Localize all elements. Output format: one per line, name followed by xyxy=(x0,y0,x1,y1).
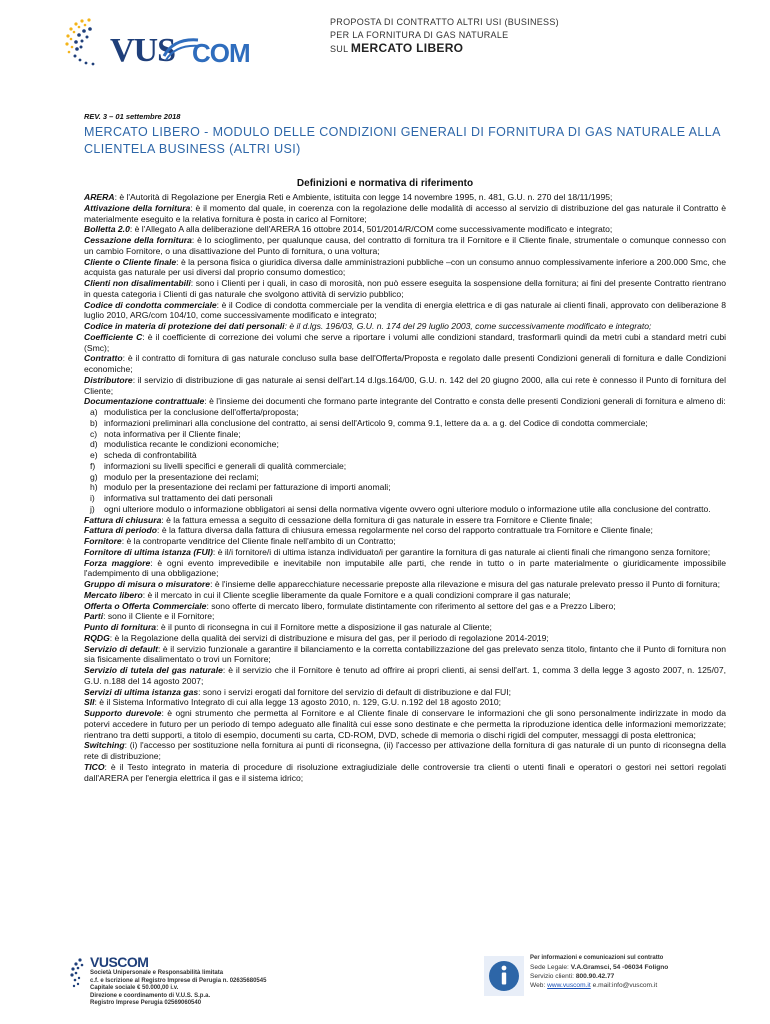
definition-item xyxy=(84,321,726,332)
footer-contact-title: Per informazioni e comunicazioni sul contratto xyxy=(530,955,664,961)
list-letter: b) xyxy=(90,417,98,428)
definition-item xyxy=(84,396,726,407)
definition-item xyxy=(84,536,726,547)
web-label: Web: xyxy=(530,982,546,989)
definition-item xyxy=(84,278,726,300)
definition-text: : è il/i fornitore/i di ultima istanza individuato/i per garantire la fornitura di gas naturale ai clienti finali che rimangono senza fornitore; xyxy=(212,546,711,557)
definition-term: Contratto xyxy=(84,353,123,364)
definition-item xyxy=(84,687,726,698)
definition-term: Punto di fornitura xyxy=(84,622,157,632)
definition-text: : è l'insieme dei documenti che formano parte integrante del Contratto e consta delle presenti Condizioni generali di fornitura e almeno di: xyxy=(204,396,726,407)
servizio-value: 800.90.42.77 xyxy=(575,973,615,980)
list-text: modulo per la presentazione dei reclami per fatturazione di importi anomali; xyxy=(104,482,391,493)
definition-text: : è la persona fisica o giuridica diversa dalle amministrazioni pubbliche –con un consumo annuo complessivamente inferiore a 200.000 Smc, che acquista gas naturale per usi diversi dal proprio consumo domestico; xyxy=(84,256,726,278)
list-letter: j) xyxy=(90,503,95,514)
definition-item xyxy=(84,515,726,526)
footer-contact-info xyxy=(484,954,734,1004)
definition-text: : è il Testo integrato in materia di procedure di risoluzione extragiudiziale delle controversie tra clienti o utenti finali e operatori o gestori nei settori regolati dall'ARERA per l'energia elettrica il gas e il sistema idrico; xyxy=(84,761,726,783)
footer-company-line: Direzione e coordinamento di V.U.S. S.p.a. xyxy=(90,992,211,999)
definition-item xyxy=(84,257,726,279)
logo-vus-text: VUS xyxy=(110,32,176,69)
definition-text: : è l'Autorità di Regolazione per Energia Reti e Ambiente, istituita con legge 14 novembre 1995, n. 481, G.U. n. 270 del 18/11/1995; xyxy=(114,192,613,202)
definition-term: Distributore xyxy=(84,374,133,385)
footer-company-line: Registro Imprese Perugia 02569060540 xyxy=(90,1000,202,1006)
list-text: modulistica per la conclusione dell'offerta/proposta; xyxy=(104,407,299,417)
definition-text: : sono offerte di mercato libero, formulate distintamente con riferimento al settore del gas e a Prezzo Libero; xyxy=(206,600,616,611)
definition-text: : è la controparte venditrice del Cliente finale nell'ambito di un Contratto; xyxy=(121,536,396,546)
definition-item xyxy=(84,235,726,257)
definition-term: Bolletta 2.0 xyxy=(84,224,130,235)
definition-item xyxy=(84,697,726,708)
list-text: nota informativa per il Cliente finale; xyxy=(104,428,241,439)
definition-text: : è il contratto di fornitura di gas naturale concluso sulla base dell'Offerta/Proposta e regolato dalle presenti Condizioni generali di fornitura e dalle Condizioni economiche; xyxy=(84,353,726,374)
definition-term: Cessazione della fornitura xyxy=(84,235,192,245)
definition-item xyxy=(84,332,726,354)
definition-item xyxy=(84,525,726,536)
definition-text: : è il coefficiente di correzione dei volumi che serve a riportare i volumi alle condizioni standard, trasformarli quindi da metri cubi a standard metri cubi (Smc); xyxy=(84,331,727,353)
list-letter: g) xyxy=(90,471,98,482)
footer-brand: VUSCOM xyxy=(90,954,149,970)
definition-text: : il servizio di distribuzione di gas naturale ai sensi dell'art.14 d.lgs.164/00, G.U. n. 142 del 20 giugno 2000, alla cui rete è connesso il Punto di fornitura del Cliente; xyxy=(84,374,726,396)
header-line-3-strong: MERCATO LIBERO xyxy=(350,41,464,55)
definition-text: : sono il Cliente e il Fornitore; xyxy=(103,611,215,622)
definition-item xyxy=(84,762,726,784)
definition-item xyxy=(84,558,726,580)
info-icon xyxy=(484,956,524,996)
definition-text: : sono i servizi erogati dal fornitore del servizio di default di distribuzione e dal FUI; xyxy=(198,686,512,697)
definition-item xyxy=(84,665,726,687)
definition-item xyxy=(84,740,726,762)
footer-company-line: Capitale sociale € 50.000,00 i.v. xyxy=(90,985,179,991)
definition-term: Supporto durevole xyxy=(84,708,162,718)
list-item xyxy=(84,450,726,461)
revision-label: REV. 3 – 01 settembre 2018 xyxy=(84,112,181,121)
definition-text: : è il servizio che il Fornitore è tenuto ad offrire ai propri clienti, ai sensi dell'art. 1, comma 3 della legge 3 agosto 2007, n. 125/07, G.U. n.188 del 14 agosto 2007; xyxy=(84,665,726,686)
documentation-list xyxy=(84,407,726,515)
header-line-3-prefix: SUL xyxy=(330,44,349,54)
list-text: informativa sul trattamento dei dati personali xyxy=(104,493,273,503)
list-item xyxy=(84,461,726,472)
footer-company-lines xyxy=(90,970,266,1008)
header-line-1: PROPOSTA DI CONTRATTO ALTRI USI (BUSINESS) xyxy=(330,17,559,27)
definition-text: : è il servizio funzionale a garantire il bilanciamento e la corretta contabilizzazione del gas prelevato senza titolo, fintanto che il Punto di fornitura non sia fisicamente disalimentato o trovi un Fornitore; xyxy=(84,643,726,665)
definition-term: Clienti non disalimentabili xyxy=(84,278,191,288)
list-item xyxy=(84,429,726,440)
definition-text: : è il punto di riconsegna in cui il Fornitore mette a disposizione il gas naturale al Cliente; xyxy=(156,622,492,632)
definition-item xyxy=(84,375,726,397)
definition-text: : è il d.lgs. 196/03, G.U. n. 174 del 29 luglio 2003, come successivamente modificato e integrato; xyxy=(284,321,652,331)
definition-term: Coefficiente C xyxy=(84,331,143,342)
definition-term: Mercato libero xyxy=(84,589,143,600)
definition-term: Attivazione della fornitura xyxy=(84,202,191,213)
definitions-body xyxy=(84,192,726,783)
definition-term: RQDG xyxy=(84,632,110,643)
definition-term: Servizio di default xyxy=(84,643,158,654)
definition-item xyxy=(84,547,726,558)
email-link[interactable]: info@vuscom.it xyxy=(612,982,658,989)
definition-term: Parti xyxy=(84,611,104,622)
definition-text: : è il Sistema Informativo Integrato di cui alla legge 13 agosto 2010, n. 129, G.U. n.192 del 18 agosto 2010; xyxy=(94,697,502,708)
list-item xyxy=(84,439,726,450)
definition-term: Fattura di chiusura xyxy=(84,514,162,525)
header-text xyxy=(330,16,559,56)
definition-text: : è la Regolazione della qualità dei servizi di distribuzione e misura del gas, per il periodo di regolazione 2014-2019; xyxy=(109,632,549,643)
definition-item xyxy=(84,300,726,322)
definition-term: Gruppo di misura o misuratore xyxy=(84,579,211,589)
section-subtitle: Definizioni e normativa di riferimento xyxy=(296,178,474,189)
logo-com-text: COM xyxy=(192,38,250,68)
definition-item xyxy=(84,203,726,225)
definition-item xyxy=(84,579,726,590)
list-text: modulistica recante le condizioni economiche; xyxy=(104,439,279,450)
footer-contact-lines xyxy=(530,954,668,990)
definition-item xyxy=(84,708,726,740)
definition-term: Servizi di ultima istanza gas xyxy=(84,686,199,697)
list-text: informazioni su livelli specifici e generali di qualità commerciale; xyxy=(104,460,347,471)
definition-item xyxy=(84,353,726,375)
list-text: modulo per la presentazione dei reclami; xyxy=(104,471,259,482)
definition-item xyxy=(84,633,726,644)
definition-term: ARERA xyxy=(84,192,115,202)
list-letter: e) xyxy=(90,450,98,460)
definition-term: Offerta o Offerta Commerciale xyxy=(84,600,207,611)
email-label: e.mail: xyxy=(592,982,612,989)
list-letter: d) xyxy=(90,439,98,450)
definition-term: Codice di condotta commerciale xyxy=(84,299,217,310)
definition-term: Servizio di tutela del gas naturale xyxy=(84,665,223,675)
servizio-label: Servizio clienti: xyxy=(530,973,574,980)
definition-item xyxy=(84,192,726,203)
sede-label: Sede Legale: xyxy=(530,964,569,971)
definition-item xyxy=(84,224,726,235)
definition-term: Fattura di periodo xyxy=(84,525,158,536)
definition-item xyxy=(84,590,726,601)
list-letter: i) xyxy=(90,493,95,503)
list-item xyxy=(84,493,726,504)
footer-company-line: c.f. e Iscrizione al Registro Imprese di Perugia n. 02635680545 xyxy=(90,977,267,984)
definition-term: Fornitore xyxy=(84,536,122,546)
list-text: scheda di confrontabilità xyxy=(104,450,197,460)
title-rest: MODULO DELLE CONDIZIONI GENERALI DI FORNITURA DI GAS NATURALE ALLA CLIENTELA BUSINESS (ALTRI USI) xyxy=(84,125,721,156)
definition-text: : è il Codice di condotta commerciale per la vendita di energia elettrica e di gas naturale ai clienti finali, approvato con deliberazione 8 luglio 2010, ARG/com 104/10, come successivamente modificato e integrato; xyxy=(84,299,726,321)
list-item xyxy=(84,407,726,418)
list-text: informazioni preliminari alla conclusione del contratto, ai sensi dell'Articolo 9, comma 9.1, lettere da a. a g. del Codice di condotta commerciale; xyxy=(104,417,648,428)
list-item xyxy=(84,472,726,483)
definition-item xyxy=(84,601,726,612)
definition-text: : è l'insieme delle apparecchiature necessarie preposte alla rilevazione e misura del gas naturale prelevato presso il Punto di fornitura; xyxy=(210,579,720,589)
footer-company-info xyxy=(66,954,366,1020)
definition-text: : è il mercato in cui il Cliente sceglie liberamente da quale Fornitore e a quali condizioni comprare il gas naturale; xyxy=(142,589,571,600)
definition-item xyxy=(84,622,726,633)
vuscom-logo xyxy=(62,14,262,74)
definition-text: : è la fattura emessa a seguito di cessazione della fornitura di gas naturale in essere tra Fornitore e Cliente finale; xyxy=(161,514,593,525)
definition-term: Codice in materia di protezione dei dati personali xyxy=(84,321,285,331)
definition-term: Switching xyxy=(84,740,125,751)
document-title xyxy=(84,124,724,158)
web-link[interactable]: www.vuscom.it xyxy=(547,982,591,989)
page-header xyxy=(0,0,770,80)
definition-text: : è il momento dal quale, in coerenza con la regolazione delle modalità di accesso al servizio di distribuzione del gas naturale il Contratto è materialmente eseguito e la relativa fornitura è posta in carico al Fornitore; xyxy=(84,202,726,224)
definition-term: Cliente o Cliente finale xyxy=(84,256,177,267)
title-accent: MERCATO LIBERO - xyxy=(84,125,209,139)
definition-text: : è ogni evento imprevedibile e inevitabile non imputabile alle parti, che rende in tutto o in parte materialmente o giuridicamente impossibile l'adempimento di una obbligazione; xyxy=(84,557,726,579)
definition-term: Forza maggiore xyxy=(84,557,151,568)
definition-text: : è la fattura diversa dalla fattura di chiusura emessa regolarmente nel corso del rapporto contrattuale tra Fornitore e Cliente finale; xyxy=(157,525,653,536)
header-line-2: PER LA FORNITURA DI GAS NATURALE xyxy=(330,30,509,40)
list-text: ogni ulteriore modulo o informazione obbligatori ai sensi della normativa vigente ovvero ogni ulteriore modulo o informazione utile alla conclusione del contratto. xyxy=(104,503,711,514)
definition-text: : è l'Allegato A alla deliberazione dell'ARERA 16 ottobre 2014, 501/2014/R/COM come successivamente modificato e integrato; xyxy=(129,224,613,235)
list-letter: a) xyxy=(90,407,98,417)
list-letter: f) xyxy=(90,460,96,471)
definition-term: SII xyxy=(84,697,95,708)
definition-text: : è ogni strumento che permetta al Fornitore e al Cliente finale di conservare le informazioni che gli sono personalmente indirizzate in modo da potervi accedere in futuro per un periodo di tempo adeguato alle finalità cui esse sono destinate e che permetta la riproduzione identica delle informazioni memorizzate; rientrano tra detti supporti, a titolo di esempio, documenti su carta, CD-ROM, DVD, schede di memoria o dischi rigidi del computer, messaggi di posta elettronica; xyxy=(84,708,726,740)
definition-term: Documentazione contrattuale xyxy=(84,396,205,407)
definition-item xyxy=(84,611,726,622)
sede-value: V.A.Gramsci, 54 -06034 Foligno xyxy=(570,964,669,971)
list-item xyxy=(84,482,726,493)
list-letter: c) xyxy=(90,428,98,439)
footer-globe-icon xyxy=(66,954,88,1018)
definition-item xyxy=(84,644,726,666)
list-item xyxy=(84,418,726,429)
definition-text: : è lo scioglimento, per qualunque causa, del contratto di fornitura tra il Fornitore e il Cliente finale, strumentale o comunque connesso con un cambio Fornitore, o una disattivazione del Punto di fornitura, o una voltura; xyxy=(84,235,726,256)
definition-term: Fornitore di ultima istanza (FUI) xyxy=(84,546,213,557)
definition-term: TICO xyxy=(84,761,105,772)
definition-text: : sono i Clienti per i quali, in caso di morosità, non può essere eseguita la sospensione della fornitura; ai fini del presente Contratto rientrano in questa categoria i Clienti di gas naturale che svolgono attività di servizio pubblico; xyxy=(84,278,726,299)
list-letter: h) xyxy=(90,482,98,493)
definition-text: : (i) l'accesso per sostituzione nella fornitura ai punti di riconsegna, (ii) l'accesso per attivazione della fornitura di gas naturale di un punto di riconsegna della rete di distribuzione; xyxy=(84,740,726,761)
footer-company-line: Società Unipersonale e Responsabilità limitata xyxy=(90,970,224,976)
list-item xyxy=(84,504,726,515)
